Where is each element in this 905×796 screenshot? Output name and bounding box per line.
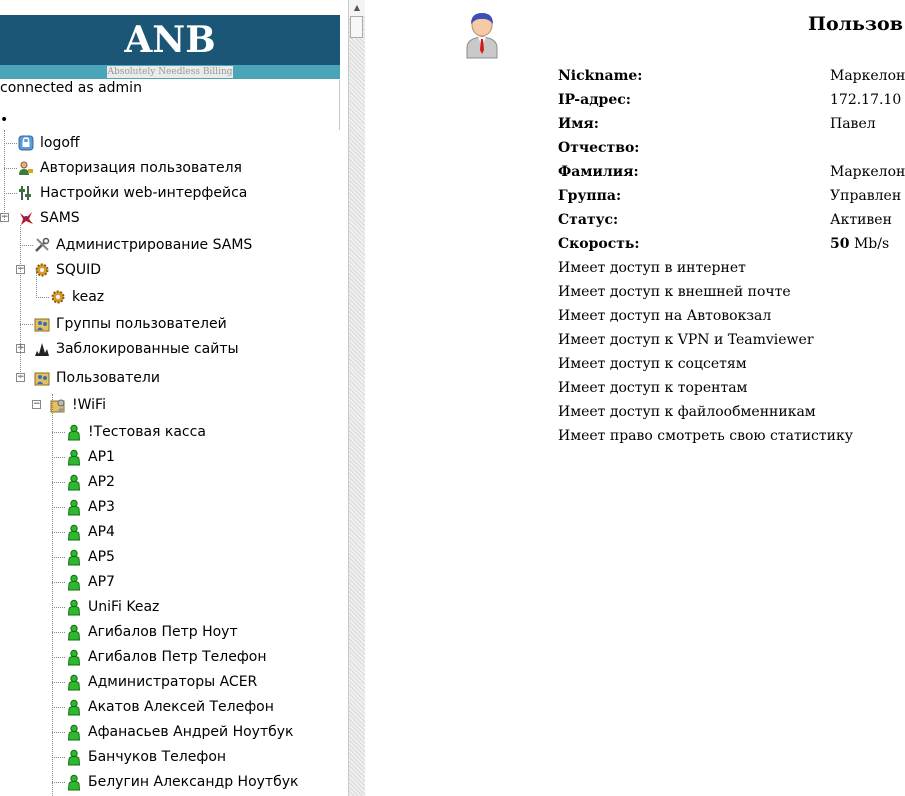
tree-item[interactable] xyxy=(0,546,340,568)
lock-icon xyxy=(18,135,34,151)
permission-item: Имеет право смотреть свою статистику xyxy=(558,428,853,444)
tools-icon xyxy=(34,237,50,253)
field-label: Nickname: xyxy=(558,68,643,84)
divider xyxy=(339,80,340,130)
tree-connector xyxy=(52,682,65,683)
permission-item: Имеет доступ в интернет xyxy=(558,260,746,276)
tree-item-label: Агибалов Петр Телефон xyxy=(88,649,267,665)
field-label: Фамилия: xyxy=(558,164,639,180)
tree-connector xyxy=(4,143,17,144)
tree-connector xyxy=(20,324,33,325)
tree-item[interactable] xyxy=(0,313,340,335)
tree-item-label: AP1 xyxy=(88,449,115,465)
connection-status: connected as admin xyxy=(0,80,142,96)
tree-item[interactable] xyxy=(0,234,340,256)
permission-item: Имеет доступ к соцсетям xyxy=(558,356,747,372)
green-user-icon xyxy=(66,624,82,640)
tree-connector xyxy=(4,168,17,169)
collapse-toggle-icon[interactable]: − xyxy=(17,372,25,382)
tree-item[interactable] xyxy=(0,132,340,154)
tree-item[interactable] xyxy=(0,721,340,743)
green-user-icon xyxy=(66,649,82,665)
green-user-icon xyxy=(66,724,82,740)
user-key-icon xyxy=(18,160,34,176)
collapse-toggle-icon[interactable]: − xyxy=(33,399,41,409)
user-avatar-icon xyxy=(465,10,499,58)
tree-item-label: !Тестовая касса xyxy=(88,424,206,440)
gear-icon xyxy=(50,289,66,305)
green-user-icon xyxy=(66,699,82,715)
user-field-row xyxy=(365,64,905,88)
tree-item-label: Банчуков Телефон xyxy=(88,749,227,765)
tree-item[interactable] xyxy=(0,471,340,493)
user-field-row xyxy=(365,112,894,136)
speed-value-group xyxy=(830,232,889,256)
tree-connector xyxy=(20,245,33,246)
tree-item-label: logoff xyxy=(40,135,80,151)
chart-icon xyxy=(34,341,50,357)
tree-item[interactable] xyxy=(0,367,340,389)
tree-item-label: Заблокированные сайты xyxy=(56,341,239,357)
navigation-panel xyxy=(0,0,348,796)
field-label: IP-адрес: xyxy=(558,92,631,108)
settings-sliders-icon xyxy=(18,185,34,201)
speed-unit: Mb/s xyxy=(853,236,890,252)
tree-item[interactable] xyxy=(0,746,340,768)
tree-guide-line xyxy=(20,225,21,378)
tree-item[interactable] xyxy=(0,286,340,308)
tree-item-label: Агибалов Петр Ноут xyxy=(88,624,238,640)
users-group-icon xyxy=(34,370,50,386)
users-group-icon xyxy=(34,316,50,332)
tree-connector xyxy=(52,632,65,633)
green-user-icon xyxy=(66,499,82,515)
tree-connector xyxy=(52,657,65,658)
tree-item-label: Пользователи xyxy=(56,370,160,386)
field-label: Имя: xyxy=(558,116,599,132)
user-field-row xyxy=(365,136,894,160)
permission-item: Имеет доступ на Автовокзал xyxy=(558,308,772,324)
tree-item[interactable] xyxy=(0,182,340,204)
tree-item[interactable] xyxy=(0,446,340,468)
tree-item-label: SQUID xyxy=(56,262,102,278)
tree-connector xyxy=(4,193,17,194)
tree-item-label: Администраторы ACER xyxy=(88,674,258,690)
tree-item[interactable] xyxy=(0,259,340,281)
speed-row xyxy=(365,232,894,256)
field-value: 172.17.10 xyxy=(830,92,902,108)
collapse-toggle-icon[interactable]: − xyxy=(1,212,9,222)
app-banner: ANB xyxy=(0,15,340,65)
tree-item-label: !WiFi xyxy=(72,397,106,413)
tree-item[interactable] xyxy=(0,421,340,443)
green-user-icon xyxy=(66,599,82,615)
sams-logo-icon xyxy=(18,210,34,226)
field-value: Маркелон xyxy=(830,164,905,180)
field-label: Группа: xyxy=(558,188,622,204)
speed-label: Скорость: xyxy=(558,236,640,252)
tree-item-label: UniFi Keaz xyxy=(88,599,160,615)
field-label: Статус: xyxy=(558,212,619,228)
user-field-row xyxy=(365,208,894,232)
permission-item: Имеет доступ к торентам xyxy=(558,380,748,396)
tree-item[interactable] xyxy=(0,771,340,793)
tree-connector xyxy=(52,482,65,483)
tree-item[interactable] xyxy=(0,496,340,518)
permission-item: Имеет доступ к файлообменникам xyxy=(558,404,816,420)
speed-value: 50 xyxy=(830,236,850,252)
tree-item-label: AP3 xyxy=(88,499,115,515)
tree-connector xyxy=(52,707,65,708)
scrollbar-thumb[interactable] xyxy=(350,16,363,38)
tree-item-label: Авторизация пользователя xyxy=(40,160,242,176)
tree-item-label: SAMS xyxy=(40,210,80,226)
tree-connector xyxy=(52,732,65,733)
tree-connector xyxy=(52,607,65,608)
green-user-icon xyxy=(66,549,82,565)
green-user-icon xyxy=(66,449,82,465)
green-user-icon xyxy=(66,524,82,540)
tree-item-label: Акатов Алексей Телефон xyxy=(88,699,274,715)
tree-item-label: Группы пользователей xyxy=(56,316,227,332)
tree-item[interactable] xyxy=(0,596,340,618)
tree-item-label: AP2 xyxy=(88,474,115,490)
tree-connector xyxy=(36,297,49,298)
tree-item-label: Администрирование SAMS xyxy=(56,237,253,253)
green-user-icon xyxy=(66,424,82,440)
field-value: Маркелон xyxy=(830,68,905,84)
field-label: Отчество: xyxy=(558,140,640,156)
tree-item-label: Настройки web-интерфейса xyxy=(40,185,248,201)
tree-root-marker: • xyxy=(0,112,9,128)
tree-guide-line xyxy=(52,394,53,796)
tree-item[interactable] xyxy=(0,696,340,718)
scrollbar[interactable] xyxy=(348,0,365,796)
tree-connector xyxy=(52,432,65,433)
field-value: Управлен xyxy=(830,188,902,204)
expand-toggle-icon[interactable]: + xyxy=(17,343,25,353)
tree-item[interactable] xyxy=(0,621,340,643)
tree-connector xyxy=(52,532,65,533)
app-subtitle: Absolutely Needless Billing xyxy=(107,67,233,77)
tree-connector xyxy=(52,557,65,558)
user-field-row xyxy=(365,88,902,112)
green-user-icon xyxy=(66,774,82,790)
tree-item[interactable] xyxy=(0,394,340,416)
tree-item-label: AP7 xyxy=(88,574,115,590)
tree-item[interactable] xyxy=(0,157,340,179)
tree-connector xyxy=(52,582,65,583)
tree-item[interactable] xyxy=(0,338,340,360)
permission-item: Имеет доступ к внешней почте xyxy=(558,284,791,300)
tree-guide-line xyxy=(4,130,5,220)
green-user-icon xyxy=(66,749,82,765)
user-field-row xyxy=(365,184,902,208)
scroll-up-arrow-icon[interactable]: ▲ xyxy=(349,0,365,16)
permission-item: Имеет доступ к VPN и Teamviewer xyxy=(558,332,814,348)
tree-item[interactable] xyxy=(0,646,340,668)
tree-item-label: Белугин Александр Ноутбук xyxy=(88,774,299,790)
tree-connector xyxy=(52,457,65,458)
tree-connector xyxy=(52,782,65,783)
tree-connector xyxy=(52,507,65,508)
green-user-icon xyxy=(66,574,82,590)
tree-connector xyxy=(52,757,65,758)
tree-item-label: Афанасьев Андрей Ноутбук xyxy=(88,724,294,740)
tree-item[interactable] xyxy=(0,207,340,229)
user-details-panel xyxy=(365,0,905,796)
user-field-row xyxy=(365,160,905,184)
tree-item-label: keaz xyxy=(72,289,105,305)
tree-item[interactable] xyxy=(0,521,340,543)
tree-item-label: AP4 xyxy=(88,524,115,540)
green-user-icon xyxy=(66,474,82,490)
tree-item[interactable] xyxy=(0,671,340,693)
tree-guide-line xyxy=(36,270,37,296)
collapse-toggle-icon[interactable]: − xyxy=(17,264,25,274)
green-user-icon xyxy=(66,674,82,690)
field-value: Активен xyxy=(830,212,892,228)
page-title: Пользов xyxy=(808,13,903,35)
field-value: Павел xyxy=(830,116,876,132)
tree-item[interactable] xyxy=(0,571,340,593)
tree-item-label: AP5 xyxy=(88,549,115,565)
